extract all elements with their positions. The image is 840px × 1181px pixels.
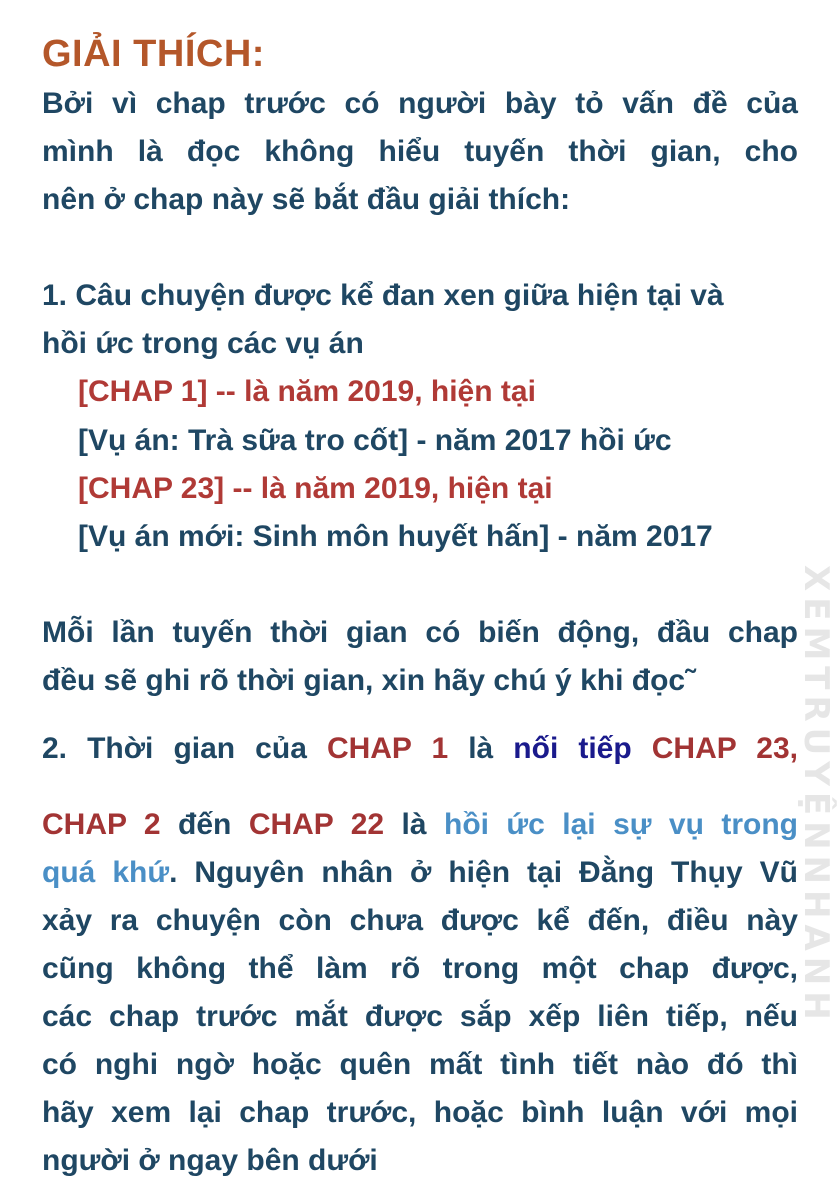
point2-text: đến [160,808,249,841]
continuation-highlight: nối tiếp [513,732,632,765]
flashback-highlight: quá khứ [42,856,170,889]
chap-ref: CHAP 1 [326,732,449,765]
point2-text: . Nguyên nhân ở hiện tại Đằng Thụy Vũ [169,856,798,889]
point2-line: người ở ngay bên dưới [42,1144,378,1177]
point2-text: là [384,808,444,841]
watermark-text: XEMTRUYỆNNHANH [796,565,836,1026]
chap-ref: CHAP 2 [42,808,161,841]
timeline-entry-present: [CHAP 23] -- là năm 2019, hiện tại [78,472,553,505]
point1-line: 1. Câu chuyện được kể đan xen giữa hiện tại và [42,279,724,312]
intro-line: nên ở chap này sẽ bắt đầu giải thích: [42,183,571,216]
intro-line: Bởi vì chap trước có người bày tỏ vấn đề của [42,87,798,120]
point2-text: 2. Thời gian của [42,732,327,765]
note-line: đều sẽ ghi rõ thời gian, xin hãy chú ý khi đọc˜ [42,664,696,697]
point2-line: các chap trước mắt được sắp xếp liên tiếp, nếu [42,1000,798,1033]
point2-line [42,853,798,893]
chap-ref: CHAP 22 [248,808,385,841]
point2-line: có nghi ngờ hoặc quên mất tình tiết nào đó thì [42,1048,798,1081]
timeline-entry-case: [Vụ án mới: Sinh môn huyết hấn] - năm 2017 [78,520,713,553]
timeline-entry-present: [CHAP 1] -- là năm 2019, hiện tại [78,375,536,408]
flashback-highlight: hồi ức lại sự vụ trong [444,808,798,841]
point2-line: hãy xem lại chap trước, hoặc bình luận với mọi [42,1096,798,1129]
point1-line: hồi ức trong các vụ án [42,327,364,360]
intro-line: mình là đọc không hiểu tuyến thời gian, cho [42,135,798,168]
point2-line: cũng không thể làm rõ trong một chap được, [42,952,798,985]
point2-line: xảy ra chuyện còn chưa được kể đến, điều này [42,904,798,937]
point2-text [632,732,652,765]
point2-line [42,729,798,769]
timeline-entry-case: [Vụ án: Trà sữa tro cốt] - năm 2017 hồi ức [78,424,672,457]
chap-ref: CHAP 23, [651,732,798,765]
point2-line [42,805,798,845]
note-line: Mỗi lần tuyến thời gian có biến động, đầu chap [42,616,798,649]
page-title: GIẢI THÍCH: [42,33,265,75]
point2-text: là [448,732,514,765]
